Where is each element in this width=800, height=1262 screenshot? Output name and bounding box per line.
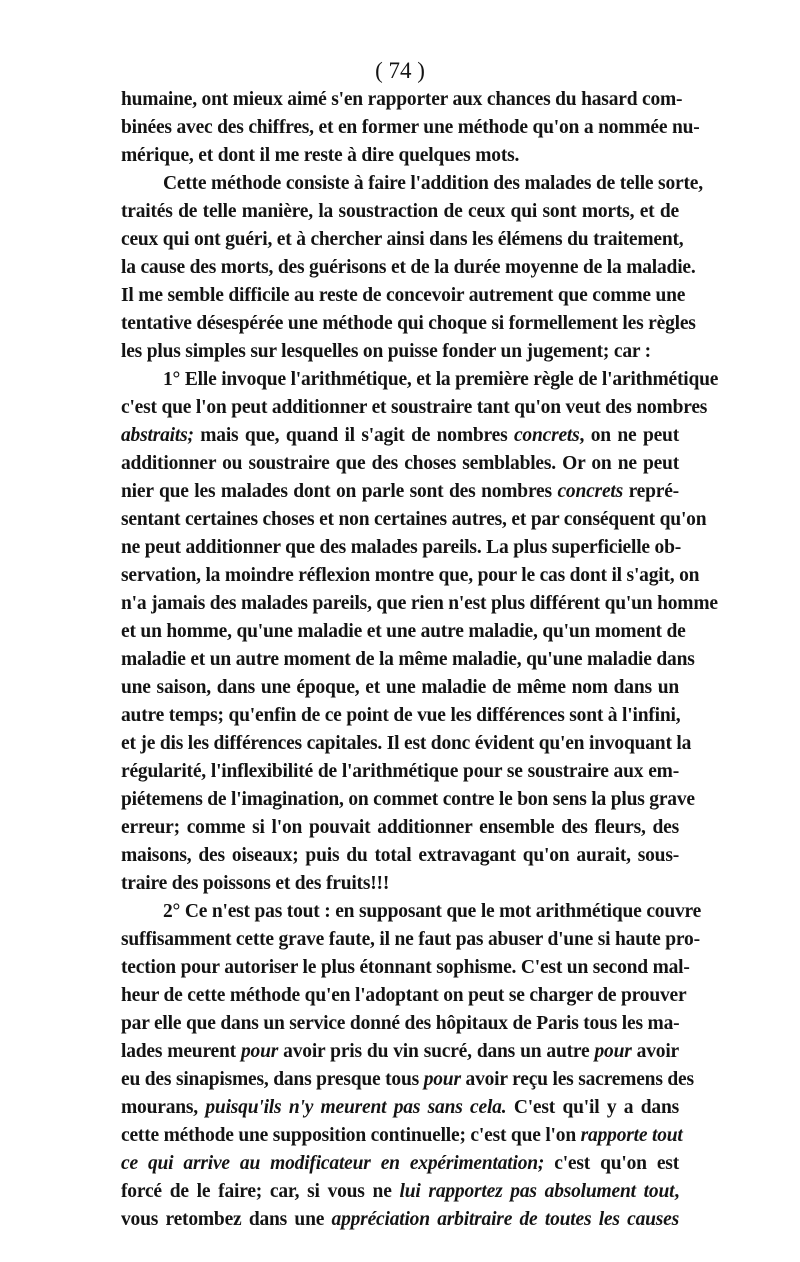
text-line: sentant certaines choses et non certaines autres, et par conséquent qu'on — [121, 509, 707, 530]
italic-text: rapporte tout — [580, 1125, 683, 1146]
text-line: humaine, ont mieux aimé s'en rapporter aux chances du hasard com- — [121, 89, 683, 110]
text-segment: repré- — [623, 481, 679, 502]
text-segment: eu des sinapismes, dans presque tous — [121, 1069, 424, 1090]
text-line: Cette méthode consiste à faire l'addition des malades de telle sorte, — [163, 173, 703, 194]
text-line: tentative désespérée une méthode qui choque si formellement les règles — [121, 313, 696, 334]
text-line — [121, 1150, 679, 1178]
text-line — [121, 422, 679, 450]
page-number: ( 74 ) — [375, 58, 425, 83]
italic-text: concrets — [513, 425, 580, 446]
text-line: la cause des morts, des guérisons et de la durée moyenne de la maladie. — [121, 257, 696, 278]
text-line — [121, 1094, 679, 1122]
body-text — [121, 86, 719, 1234]
text-line: ne peut additionner que des malades pareils. La plus superficielle ob- — [121, 537, 682, 558]
text-segment: mourans, — [121, 1097, 206, 1118]
italic-text: lui rapportez pas absolument tout — [399, 1181, 675, 1202]
text-line: additionner ou soustraire que des choses semblables. Or on ne peut — [121, 453, 679, 474]
text-segment: C'est qu'il y a dans — [506, 1097, 679, 1118]
text-line: et je dis les différences capitales. Il est donc évident qu'en invoquant la — [121, 733, 692, 754]
text-segment: c'est qu'on est — [544, 1153, 679, 1174]
text-line: suffisamment cette grave faute, il ne faut pas abuser d'une si haute pro- — [121, 929, 700, 950]
italic-text: pour — [423, 1069, 461, 1090]
italic-text: concrets — [557, 481, 624, 502]
text-segment: , on ne peut — [579, 425, 679, 446]
text-line — [121, 1038, 679, 1066]
text-segment: avoir reçu les sacremens des — [460, 1069, 694, 1090]
text-line: binées avec des chiffres, et en former une méthode qu'on a nommée nu- — [121, 117, 700, 138]
text-line: les plus simples sur lesquelles on puisse fonder un jugement; car : — [121, 341, 651, 362]
text-line: heur de cette méthode qu'en l'adoptant on peut se charger de prouver — [121, 985, 687, 1006]
text-line: c'est que l'on peut additionner et soustraire tant qu'on veut des nombres — [121, 397, 708, 418]
text-segment: avoir pris du vin sucré, dans un autre — [278, 1041, 595, 1062]
text-line: ceux qui ont guéri, et à chercher ainsi dans les élémens du traitement, — [121, 229, 684, 250]
text-line: régularité, l'inflexibilité de l'arithmétique pour se soustraire aux em- — [121, 761, 679, 782]
italic-text: abstraits; — [121, 425, 194, 446]
text-line: 2° Ce n'est pas tout : en supposant que le mot arithmétique couvre — [163, 901, 702, 922]
text-line: une saison, dans une époque, et une maladie de même nom dans un — [121, 677, 679, 698]
text-line: erreur; comme si l'on pouvait additionner ensemble des fleurs, des — [121, 817, 679, 838]
italic-text: appréciation arbitraire de toutes les causes — [331, 1209, 679, 1230]
text-line: tection pour autoriser le plus étonnant sophisme. C'est un second mal- — [121, 957, 690, 978]
italic-text: pour — [594, 1041, 632, 1062]
text-segment: mais que, quand il s'agit de nombres — [193, 425, 514, 446]
text-line — [121, 478, 679, 506]
text-line: n'a jamais des malades pareils, que rien n'est plus différent qu'un homme — [121, 593, 718, 614]
text-segment: lades meurent — [121, 1041, 241, 1062]
text-line: maladie et un autre moment de la même maladie, qu'une maladie dans — [121, 649, 695, 670]
text-line — [121, 1122, 683, 1150]
text-segment: avoir — [631, 1041, 680, 1062]
text-segment: forcé de le faire; car, si vous ne — [121, 1181, 400, 1202]
italic-text: puisqu'ils n'y meurent pas sans cela. — [205, 1097, 507, 1118]
italic-text: pour — [240, 1041, 279, 1062]
text-line: autre temps; qu'enfin de ce point de vue les différences sont à l'infini, — [121, 705, 681, 726]
text-segment: , — [674, 1181, 679, 1202]
text-line: 1° Elle invoque l'arithmétique, et la première règle de l'arithmétique — [163, 369, 719, 390]
text-line: maisons, des oiseaux; puis du total extravagant qu'on aurait, sous- — [121, 845, 679, 866]
text-line: Il me semble difficile au reste de concevoir autrement que comme une — [121, 285, 686, 306]
italic-text: ce qui arrive au modificateur en expérimentation; — [121, 1153, 545, 1174]
text-segment: nier que les malades dont on parle sont des nombres — [121, 481, 558, 502]
text-line — [121, 1178, 679, 1206]
text-line: et un homme, qu'une maladie et une autre maladie, qu'un moment de — [121, 621, 686, 642]
text-line — [121, 1066, 694, 1094]
text-line: mérique, et dont il me reste à dire quelques mots. — [121, 145, 520, 166]
text-line: traités de telle manière, la soustraction de ceux qui sont morts, et de — [121, 201, 679, 222]
text-line — [121, 1206, 679, 1234]
text-line: par elle que dans un service donné des hôpitaux de Paris tous les ma- — [121, 1013, 680, 1034]
text-segment: vous retombez dans une — [121, 1209, 332, 1230]
text-line: traire des poissons et des fruits!!! — [121, 873, 390, 894]
text-line: piétemens de l'imagination, on commet contre le bon sens la plus grave — [121, 789, 695, 810]
text-segment: cette méthode une supposition continuelle; c'est que l'on — [121, 1125, 581, 1146]
text-line: servation, la moindre réflexion montre que, pour le cas dont il s'agit, on — [121, 565, 700, 586]
